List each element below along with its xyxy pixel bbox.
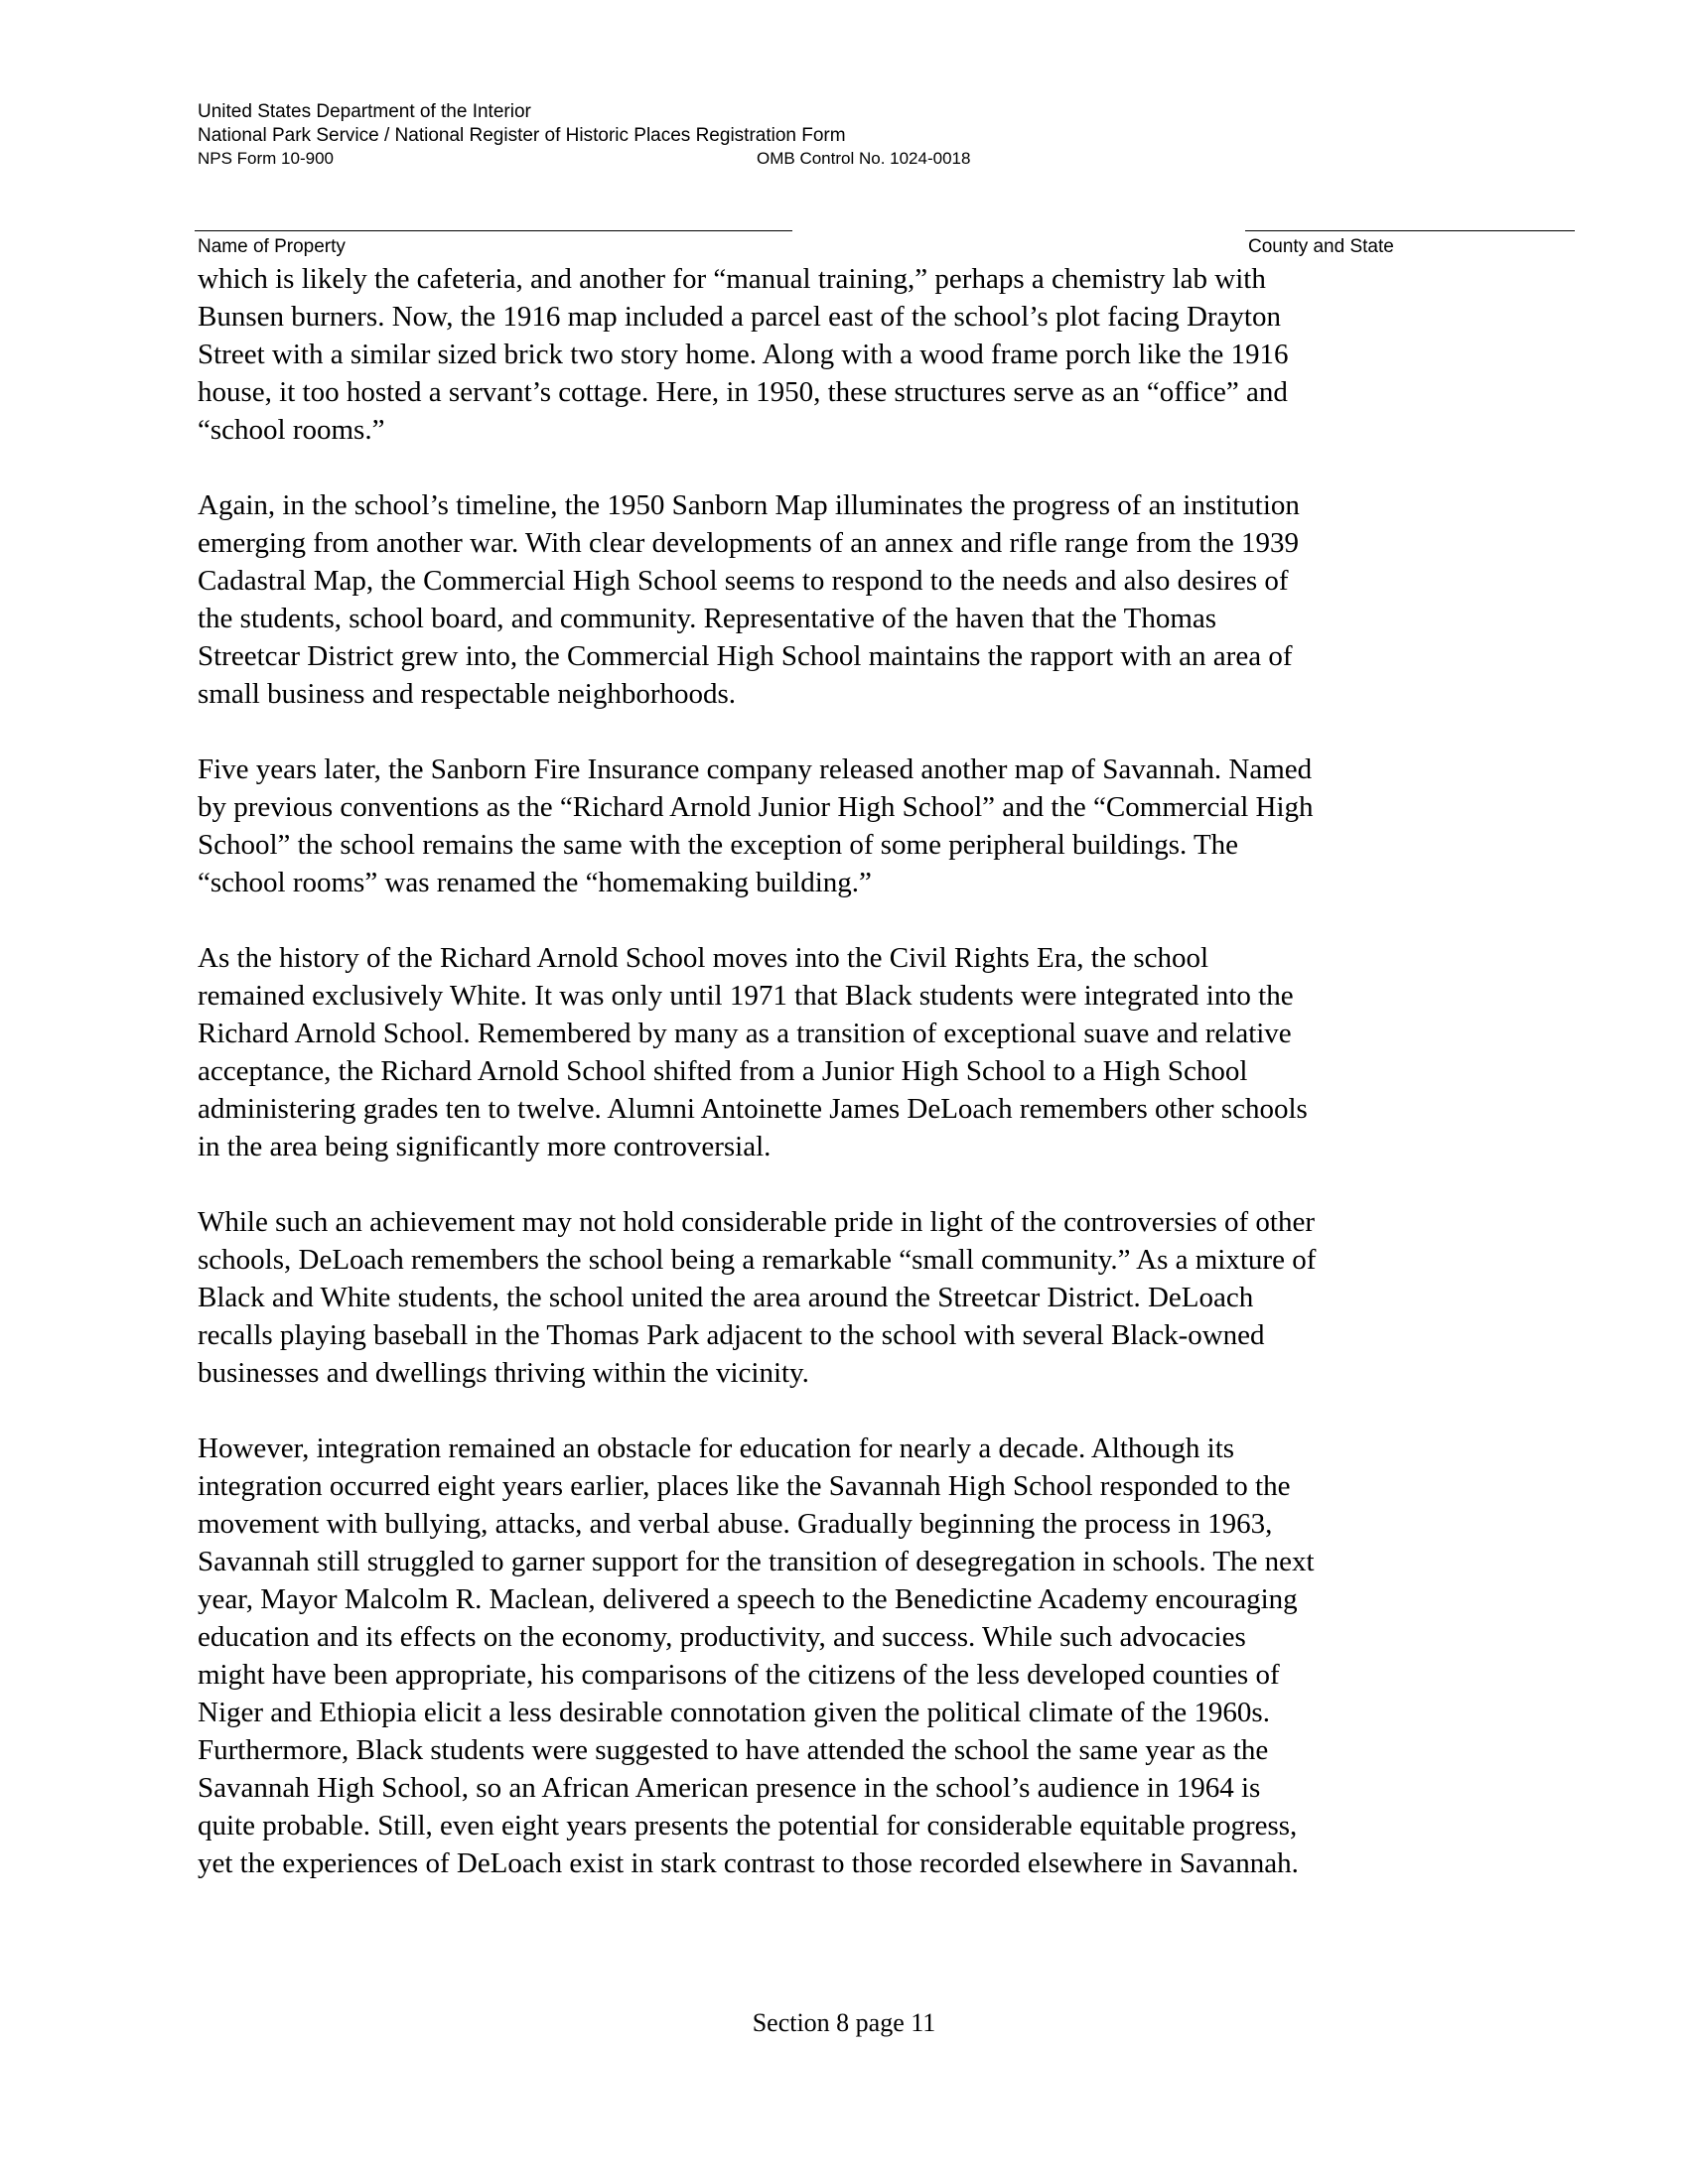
text-line: administering grades ten to twelve. Alumni Antoinette James DeLoach remembers other schools	[198, 1093, 1308, 1125]
text-line: Bunsen burners. Now, the 1916 map included a parcel east of the school’s plot facing Drayton	[198, 301, 1281, 333]
text-line: “school rooms.”	[198, 414, 385, 446]
page-footer: Section 8 page 11	[752, 2008, 936, 2037]
text-line: acceptance, the Richard Arnold School shifted from a Junior High School to a High School	[198, 1055, 1248, 1087]
paragraph	[198, 939, 1488, 1165]
text-line: recalls playing baseball in the Thomas Park adjacent to the school with several Black-owned	[198, 1319, 1265, 1351]
text-line: Niger and Ethiopia elicit a less desirable connotation given the political climate of the 1960s.	[198, 1697, 1270, 1728]
paragraph	[198, 1430, 1488, 1882]
form-header	[198, 100, 1091, 170]
text-line: While such an achievement may not hold considerable pride in light of the controversies of other	[198, 1206, 1316, 1238]
text-line: education and its effects on the economy, productivity, and success. While such advocacies	[198, 1621, 1246, 1653]
text-line: yet the experiences of DeLoach exist in stark contrast to those recorded elsewhere in Savannah.	[198, 1847, 1299, 1879]
text-line: Richard Arnold School. Remembered by many as a transition of exceptional suave and relative	[198, 1018, 1292, 1049]
name-of-property-label: Name of Property	[198, 236, 346, 257]
text-line: Street with a similar sized brick two story home. Along with a wood frame porch like the 1916	[198, 339, 1289, 370]
text-line: might have been appropriate, his comparisons of the citizens of the less developed counties of	[198, 1659, 1280, 1691]
text-line: Black and White students, the school united the area around the Streetcar District. DeLoach	[198, 1282, 1254, 1313]
text-line: businesses and dwellings thriving within the vicinity.	[198, 1357, 809, 1389]
form-number: NPS Form 10-900	[198, 149, 334, 168]
agency-name: United States Department of the Interior	[198, 101, 531, 122]
omb-control-number: OMB Control No. 1024-0018	[757, 149, 971, 168]
paragraph	[198, 260, 1488, 449]
text-line: “school rooms” was renamed the “homemaking building.”	[198, 867, 872, 898]
text-line: schools, DeLoach remembers the school being a remarkable “small community.” As a mixture of	[198, 1244, 1317, 1276]
text-line: remained exclusively White. It was only until 1971 that Black students were integrated into the	[198, 980, 1294, 1012]
text-line: quite probable. Still, even eight years presents the potential for considerable equitable progress,	[198, 1810, 1298, 1842]
county-and-state-label: County and State	[1248, 236, 1394, 257]
text-line: Furthermore, Black students were suggested to have attended the school the same year as the	[198, 1734, 1269, 1766]
text-line: which is likely the cafeteria, and another for “manual training,” perhaps a chemistry lab with	[198, 263, 1266, 295]
text-line: movement with bullying, attacks, and verbal abuse. Gradually beginning the process in 1963,	[198, 1508, 1273, 1540]
text-line: Again, in the school’s timeline, the 1950 Sanborn Map illuminates the progress of an institution	[198, 489, 1300, 521]
text-line: emerging from another war. With clear developments of an annex and rifle range from the 1939	[198, 527, 1300, 559]
text-line: integration occurred eight years earlier, places like the Savannah High School responded to the	[198, 1470, 1291, 1502]
text-line: in the area being significantly more controversial.	[198, 1131, 772, 1162]
text-line: small business and respectable neighborhoods.	[198, 678, 737, 710]
name-of-property-line	[195, 230, 792, 231]
text-line: Streetcar District grew into, the Commercial High School maintains the rapport with an area of	[198, 640, 1293, 672]
text-line: the students, school board, and community. Representative of the haven that the Thomas	[198, 603, 1217, 634]
text-line: by previous conventions as the “Richard Arnold Junior High School” and the “Commercial High	[198, 791, 1314, 823]
form-title: National Park Service / National Register of Historic Places Registration Form	[198, 125, 846, 146]
paragraph	[198, 751, 1488, 901]
text-line: year, Mayor Malcolm R. Maclean, delivered a speech to the Benedictine Academy encouraging	[198, 1583, 1298, 1615]
text-line: Cadastral Map, the Commercial High School seems to respond to the needs and also desires of	[198, 565, 1289, 597]
paragraph	[198, 486, 1488, 713]
text-line: As the history of the Richard Arnold School moves into the Civil Rights Era, the school	[198, 942, 1209, 974]
paragraph	[198, 1203, 1488, 1392]
text-line: Five years later, the Sanborn Fire Insurance company released another map of Savannah. Named	[198, 753, 1313, 785]
text-line: house, it too hosted a servant’s cottage. Here, in 1950, these structures serve as an “office” and	[198, 376, 1288, 408]
text-line: School” the school remains the same with the exception of some peripheral buildings. The	[198, 829, 1239, 861]
county-and-state-line	[1245, 230, 1575, 231]
text-line: Savannah still struggled to garner support for the transition of desegregation in schools. The next	[198, 1546, 1315, 1577]
text-line: Savannah High School, so an African American presence in the school’s audience in 1964 is	[198, 1772, 1261, 1804]
narrative-body	[198, 260, 1488, 1920]
text-line: However, integration remained an obstacle for education for nearly a decade. Although its	[198, 1433, 1235, 1464]
